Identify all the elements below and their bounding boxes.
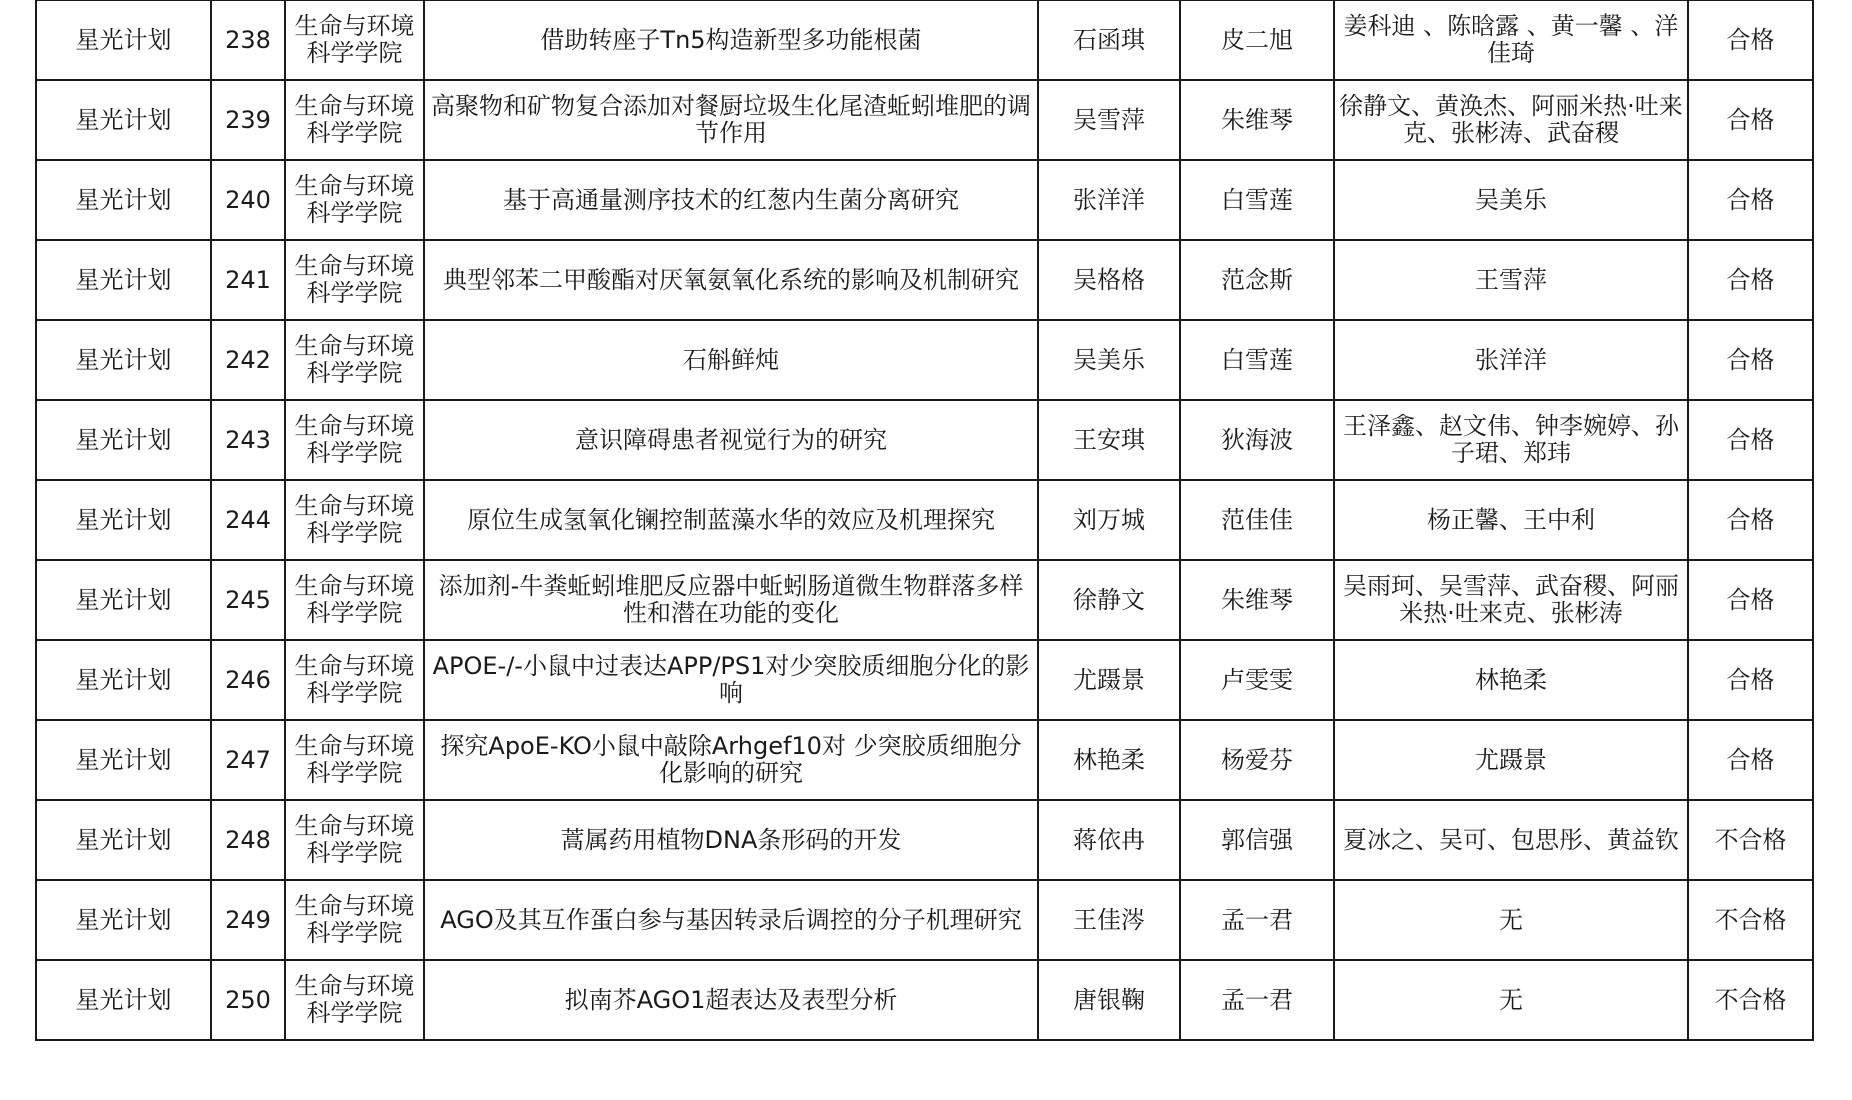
result-cell: 合格 (1688, 1, 1813, 81)
project-number-cell: 240 (211, 160, 285, 240)
project-leader-cell: 王佳涔 (1038, 880, 1180, 960)
college-cell: 生命与环境科学学院 (285, 560, 424, 640)
project-title-cell: 意识障碍患者视觉行为的研究 (424, 400, 1038, 480)
project-leader-cell: 徐静文 (1038, 560, 1180, 640)
table-body (36, 1, 1813, 1041)
advisor-cell: 范佳佳 (1180, 480, 1334, 560)
college-cell: 生命与环境科学学院 (285, 880, 424, 960)
project-title-cell: APOE-/-小鼠中过表达APP/PS1对少突胶质细胞分化的影响 (424, 640, 1038, 720)
result-cell: 合格 (1688, 720, 1813, 800)
program-cell: 星光计划 (36, 480, 211, 560)
college-cell: 生命与环境科学学院 (285, 960, 424, 1040)
project-title-cell: 借助转座子Tn5构造新型多功能根菌 (424, 1, 1038, 81)
result-cell: 不合格 (1688, 800, 1813, 880)
project-leader-cell: 蒋依冉 (1038, 800, 1180, 880)
advisor-cell: 范念斯 (1180, 240, 1334, 320)
program-cell: 星光计划 (36, 400, 211, 480)
advisor-cell: 朱维琴 (1180, 560, 1334, 640)
result-cell: 合格 (1688, 560, 1813, 640)
project-title-cell: 高聚物和矿物复合添加对餐厨垃圾生化尾渣蚯蚓堆肥的调节作用 (424, 80, 1038, 160)
project-number-cell: 246 (211, 640, 285, 720)
table-row (36, 720, 1813, 800)
advisor-cell: 白雪莲 (1180, 160, 1334, 240)
college-cell: 生命与环境科学学院 (285, 240, 424, 320)
members-cell: 王泽鑫、赵文伟、钟李婉婷、孙子珺、郑玮 (1334, 400, 1688, 480)
college-cell: 生命与环境科学学院 (285, 160, 424, 240)
project-number-cell: 249 (211, 880, 285, 960)
result-cell: 合格 (1688, 320, 1813, 400)
project-title-cell: 拟南芥AGO1超表达及表型分析 (424, 960, 1038, 1040)
project-number-cell: 244 (211, 480, 285, 560)
members-cell: 尤蹑景 (1334, 720, 1688, 800)
college-cell: 生命与环境科学学院 (285, 720, 424, 800)
project-leader-cell: 林艳柔 (1038, 720, 1180, 800)
project-number-cell: 243 (211, 400, 285, 480)
project-leader-cell: 吴格格 (1038, 240, 1180, 320)
members-cell: 无 (1334, 960, 1688, 1040)
college-cell: 生命与环境科学学院 (285, 400, 424, 480)
program-cell: 星光计划 (36, 880, 211, 960)
college-cell: 生命与环境科学学院 (285, 480, 424, 560)
advisor-cell: 狄海波 (1180, 400, 1334, 480)
members-cell: 吴美乐 (1334, 160, 1688, 240)
advisor-cell: 卢雯雯 (1180, 640, 1334, 720)
table-row (36, 560, 1813, 640)
table-row (36, 1, 1813, 81)
result-cell: 合格 (1688, 400, 1813, 480)
result-cell: 不合格 (1688, 960, 1813, 1040)
project-title-cell: 石斛鲜炖 (424, 320, 1038, 400)
project-results-table (35, 0, 1814, 1041)
project-leader-cell: 唐银鞠 (1038, 960, 1180, 1040)
advisor-cell: 郭信强 (1180, 800, 1334, 880)
project-leader-cell: 王安琪 (1038, 400, 1180, 480)
table-row (36, 400, 1813, 480)
members-cell: 徐静文、黄涣杰、阿丽米热·吐来克、张彬涛、武奋稷 (1334, 80, 1688, 160)
result-cell: 合格 (1688, 640, 1813, 720)
program-cell: 星光计划 (36, 720, 211, 800)
project-leader-cell: 石函琪 (1038, 1, 1180, 81)
project-number-cell: 247 (211, 720, 285, 800)
table-row (36, 240, 1813, 320)
college-cell: 生命与环境科学学院 (285, 320, 424, 400)
members-cell: 姜科迪 、陈晗露 、黄一馨 、洋佳琦 (1334, 1, 1688, 81)
table-row (36, 480, 1813, 560)
result-cell: 合格 (1688, 80, 1813, 160)
project-leader-cell: 刘万城 (1038, 480, 1180, 560)
members-cell: 无 (1334, 880, 1688, 960)
advisor-cell: 皮二旭 (1180, 1, 1334, 81)
program-cell: 星光计划 (36, 160, 211, 240)
college-cell: 生命与环境科学学院 (285, 640, 424, 720)
program-cell: 星光计划 (36, 960, 211, 1040)
members-cell: 张洋洋 (1334, 320, 1688, 400)
result-cell: 不合格 (1688, 880, 1813, 960)
project-title-cell: 基于高通量测序技术的红葱内生菌分离研究 (424, 160, 1038, 240)
table-row (36, 80, 1813, 160)
project-leader-cell: 吴美乐 (1038, 320, 1180, 400)
advisor-cell: 白雪莲 (1180, 320, 1334, 400)
project-title-cell: 典型邻苯二甲酸酯对厌氧氨氧化系统的影响及机制研究 (424, 240, 1038, 320)
project-title-cell: 原位生成氢氧化镧控制蓝藻水华的效应及机理探究 (424, 480, 1038, 560)
college-cell: 生命与环境科学学院 (285, 80, 424, 160)
project-title-cell: AGO及其互作蛋白参与基因转录后调控的分子机理研究 (424, 880, 1038, 960)
table-row (36, 880, 1813, 960)
result-cell: 合格 (1688, 160, 1813, 240)
project-number-cell: 250 (211, 960, 285, 1040)
advisor-cell: 朱维琴 (1180, 80, 1334, 160)
advisor-cell: 杨爱芬 (1180, 720, 1334, 800)
project-number-cell: 238 (211, 1, 285, 81)
program-cell: 星光计划 (36, 320, 211, 400)
advisor-cell: 孟一君 (1180, 880, 1334, 960)
college-cell: 生命与环境科学学院 (285, 1, 424, 81)
program-cell: 星光计划 (36, 640, 211, 720)
advisor-cell: 孟一君 (1180, 960, 1334, 1040)
members-cell: 杨正馨、王中利 (1334, 480, 1688, 560)
project-title-cell: 添加剂-牛粪蚯蚓堆肥反应器中蚯蚓肠道微生物群落多样性和潜在功能的变化 (424, 560, 1038, 640)
project-leader-cell: 张洋洋 (1038, 160, 1180, 240)
result-cell: 合格 (1688, 480, 1813, 560)
members-cell: 林艳柔 (1334, 640, 1688, 720)
project-number-cell: 239 (211, 80, 285, 160)
program-cell: 星光计划 (36, 240, 211, 320)
project-leader-cell: 吴雪萍 (1038, 80, 1180, 160)
table-row (36, 800, 1813, 880)
program-cell: 星光计划 (36, 800, 211, 880)
project-title-cell: 探究ApoE-KO小鼠中敲除Arhgef10对 少突胶质细胞分化影响的研究 (424, 720, 1038, 800)
members-cell: 吴雨珂、吴雪萍、武奋稷、阿丽米热·吐来克、张彬涛 (1334, 560, 1688, 640)
project-number-cell: 241 (211, 240, 285, 320)
result-cell: 合格 (1688, 240, 1813, 320)
college-cell: 生命与环境科学学院 (285, 800, 424, 880)
table-row (36, 320, 1813, 400)
project-number-cell: 245 (211, 560, 285, 640)
project-leader-cell: 尤蹑景 (1038, 640, 1180, 720)
table-row (36, 640, 1813, 720)
program-cell: 星光计划 (36, 560, 211, 640)
project-number-cell: 248 (211, 800, 285, 880)
program-cell: 星光计划 (36, 80, 211, 160)
members-cell: 夏冰之、吴可、包思彤、黄益钦 (1334, 800, 1688, 880)
table-row (36, 160, 1813, 240)
members-cell: 王雪萍 (1334, 240, 1688, 320)
project-number-cell: 242 (211, 320, 285, 400)
program-cell: 星光计划 (36, 1, 211, 81)
table-row (36, 960, 1813, 1040)
project-title-cell: 蒿属药用植物DNA条形码的开发 (424, 800, 1038, 880)
